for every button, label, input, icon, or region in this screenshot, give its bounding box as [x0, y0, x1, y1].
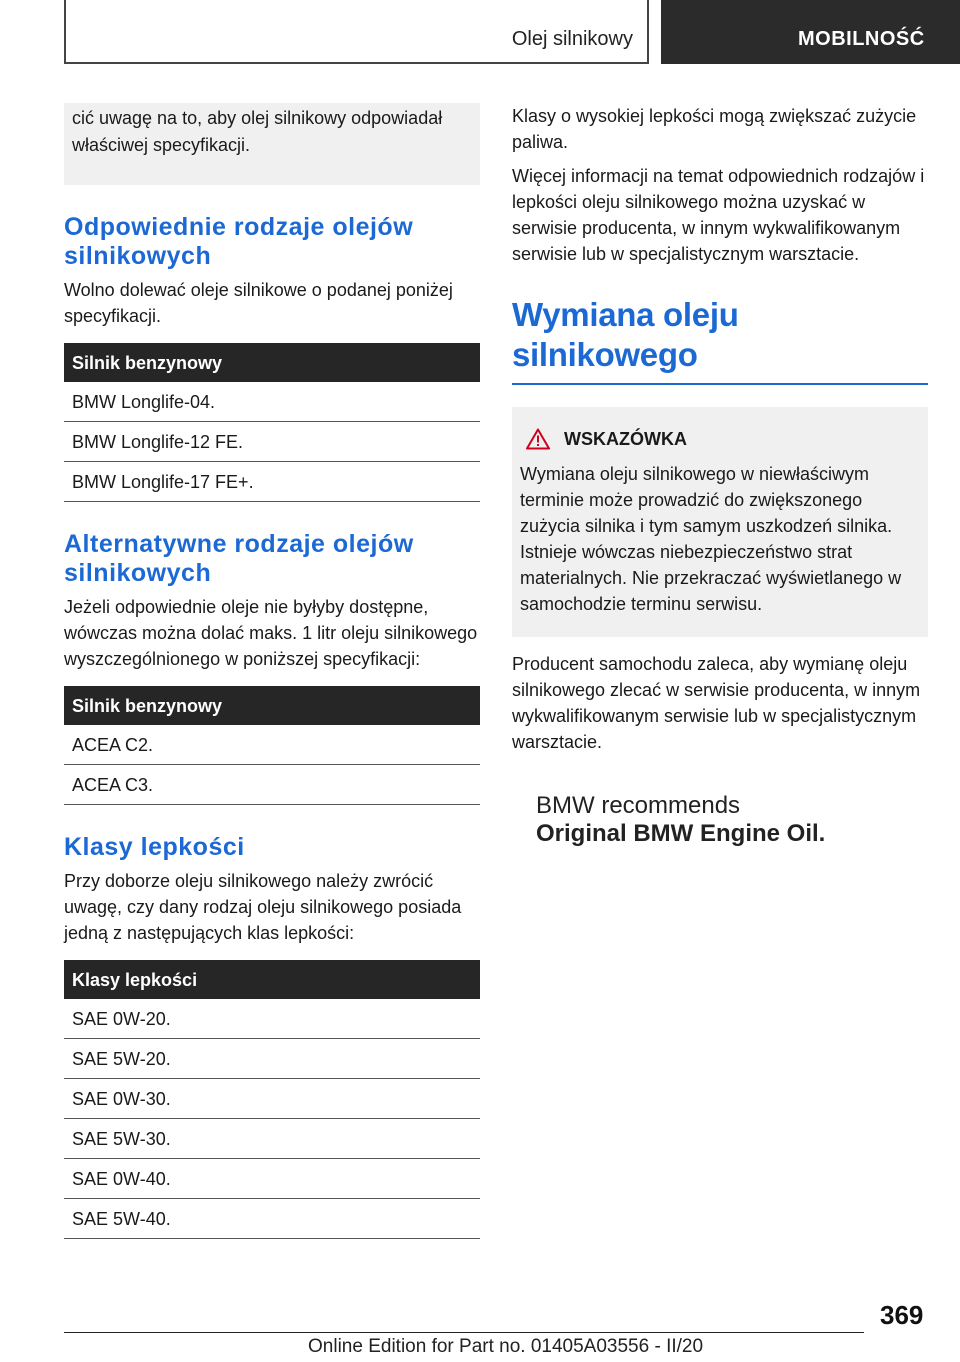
header-section-title: Olej silnikowy [511, 28, 633, 50]
heading-suitable-oils: Odpowiednie rodzaje olejów silnikowych [64, 213, 414, 270]
warning-box [512, 407, 928, 637]
table-header: Silnik benzynowy [64, 343, 480, 382]
heading-alternative-oils: Alternatywne rodzaje olejów silnikowych [64, 530, 414, 587]
table-row: BMW Longlife-12 FE. [64, 422, 480, 462]
heading-oil-change: Wymiana oleju silnikowego [512, 295, 928, 385]
table-row: SAE 0W-20. [64, 999, 480, 1039]
table-row: SAE 5W-40. [64, 1199, 480, 1239]
warning-text: Wymiana oleju silnikowego w niewłaściwym terminie może prowadzić do zwiększonego zużycia silnika i tym samym uszkodzeń silnika. Istnieje wówczas niebezpieczeństwo strat materialnych. Nie przekraczać wyświetlanego w samochodzie terminu serwisu. [520, 464, 902, 614]
table-row: ACEA C2. [64, 725, 480, 765]
table-row: SAE 5W-20. [64, 1039, 480, 1079]
intro-note-text: cić uwagę na to, aby olej silnikowy odpowiadał właściwej specyfikacji. [72, 108, 443, 155]
warning-title-row [526, 427, 920, 451]
oil-logo-line2: Original BMW Engine Oil. [536, 820, 826, 847]
text-alternative-oils: Jeżeli odpowiednie oleje nie byłyby dostępne, wówczas można dolać maks. 1 litr oleju silnikowego wyszczególnionego w poniższej specyfikacji: [64, 597, 478, 669]
text-viscosity-consumption: Klasy o wysokiej lepkości mogą zwiększać zużycie paliwa. [512, 106, 917, 152]
footer-divider [64, 1332, 864, 1333]
table-row: BMW Longlife-17 FE+. [64, 462, 480, 502]
intro-note [64, 103, 480, 185]
table-viscosity-classes [64, 960, 480, 1239]
text-suitable-oils: Wolno dolewać oleje silnikowe o podanej poniżej specyfikacji. [64, 280, 453, 326]
warning-triangle-icon [526, 428, 550, 450]
heading-viscosity-classes: Klasy lepkości [64, 833, 245, 861]
table-header: Silnik benzynowy [64, 686, 480, 725]
footer-edition: Online Edition for Part no. 01405A03556 - II/20 [308, 1336, 704, 1357]
right-column [512, 103, 928, 755]
table-row: SAE 5W-30. [64, 1119, 480, 1159]
table-row: SAE 0W-30. [64, 1079, 480, 1119]
table-row: ACEA C3. [64, 765, 480, 805]
text-viscosity-classes: Przy doborze oleju silnikowego należy zwrócić uwagę, czy dany rodzaj oleju silnikowego posiada jedną z następujących klas lepkości: [64, 871, 462, 943]
table-suitable-oils [64, 343, 480, 502]
table-row: SAE 0W-40. [64, 1159, 480, 1199]
table-header: Klasy lepkości [64, 960, 480, 999]
page-number: 369 [880, 1300, 924, 1330]
warning-title: WSKAZÓWKA [564, 428, 687, 449]
text-more-info: Więcej informacji na temat odpowiednich rodzajów i lepkości oleju silnikowego można uzyskać w serwisie producenta, w innym wykwalifikowanym serwisie lub w specjalistycznym warsztacie. [512, 166, 925, 264]
oil-logo-line1: BMW recommends [536, 792, 741, 819]
table-alternative-oils [64, 686, 480, 805]
text-manufacturer-recommendation: Producent samochodu zaleca, aby wymianę oleju silnikowego zlecać w serwisie producenta, w innym wykwalifikowanym serwisie lub w specjalistycznym warsztacie. [512, 654, 921, 752]
table-row: BMW Longlife-04. [64, 382, 480, 422]
header-chapter-title: MOBILNOŚĆ [798, 28, 925, 50]
left-column [64, 103, 480, 1239]
